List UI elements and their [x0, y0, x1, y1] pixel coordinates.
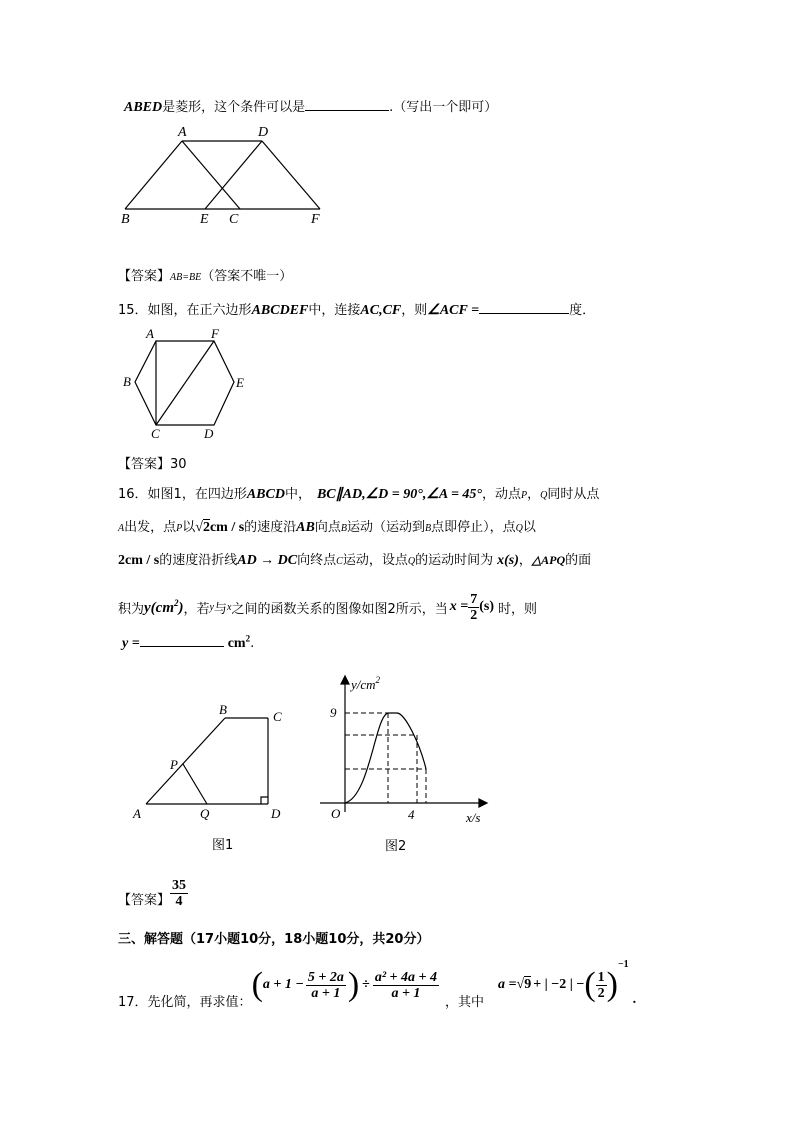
- fig2-x-axis-label: x/s: [466, 810, 481, 825]
- q16-text: 运动（运动到: [346, 520, 425, 535]
- q15-text-4: 度．: [569, 303, 596, 318]
- fraction-denominator: a + 1: [391, 985, 421, 1001]
- q16-unit-exp: 2: [245, 633, 251, 644]
- q16-answer-blank[interactable]: [140, 646, 224, 647]
- q15-number: 15．: [118, 303, 148, 318]
- section-3-title: 三、解答题（17小题10分，18小题10分，共20分）: [118, 932, 430, 947]
- q17-text-2: ，其中: [445, 994, 485, 1010]
- q15-label-E: E: [236, 375, 244, 390]
- q17-exponent: −1: [617, 959, 629, 970]
- q17-half-left-paren: (: [584, 966, 596, 1003]
- q16-text: .: [250, 636, 255, 651]
- q14-shape: ABED: [124, 100, 163, 115]
- q16-unit-text: cm: [227, 636, 246, 651]
- q16-area: [144, 598, 183, 617]
- q16-point: B: [340, 523, 347, 534]
- q17-rest: + | −2 | −: [533, 977, 585, 992]
- q14-text: 是菱形，这个条件可以是: [162, 100, 306, 115]
- q16-text: 之间的函数关系的图像如图2所示，当: [231, 601, 448, 617]
- q17-fraction-1: [306, 970, 346, 1001]
- q16-point: C: [336, 556, 343, 567]
- q16-text: 出发，点: [124, 520, 177, 535]
- fraction-numerator: 1: [597, 969, 605, 985]
- q16-x-fraction: [468, 592, 479, 623]
- fraction-numerator: 35: [172, 878, 187, 893]
- q16-text: 点即停止），点: [431, 520, 516, 535]
- q16-x-unit: (s): [479, 599, 494, 614]
- fig1-caption: 图1: [212, 838, 234, 853]
- q15-label-C: C: [151, 426, 160, 441]
- fig2-origin: O: [331, 806, 341, 821]
- fraction-denominator: 4: [175, 894, 183, 909]
- q14-label-C: C: [229, 212, 239, 227]
- q15-answer: [118, 453, 187, 472]
- q15-label-B: B: [123, 374, 131, 389]
- q15-lines: AC,CF: [360, 303, 402, 318]
- q17-end: .: [632, 992, 637, 1007]
- fraction-numerator: a² + 4a + 4: [374, 969, 438, 985]
- q16-figure-2: [315, 672, 495, 857]
- q16-text: 以: [182, 520, 196, 535]
- fig2-y-axis-text: y/cm: [351, 677, 376, 692]
- q16-text: ，动点: [482, 487, 522, 502]
- q16-point: P: [176, 523, 183, 534]
- q14-label-B: B: [121, 212, 130, 227]
- answer-tag: 【答案】: [118, 893, 171, 908]
- q16-text: 积为: [118, 601, 145, 617]
- q16-area-close: ): [178, 599, 184, 616]
- q15-statement: [118, 299, 595, 319]
- answer-tag: 【答案】: [118, 457, 171, 472]
- q17-right-paren: ): [347, 966, 360, 1003]
- q17-statement: [118, 955, 636, 1015]
- q16-time: x(s): [497, 553, 519, 568]
- q17-term: a + 1 −: [262, 977, 304, 992]
- q16-line-5: [122, 632, 254, 652]
- q14-label-D: D: [258, 125, 269, 140]
- fraction-denominator: a + 1: [311, 985, 341, 1001]
- q16-text: 向终点: [297, 553, 337, 568]
- q14-answer-blank[interactable]: [305, 110, 389, 111]
- fraction-numerator: 5 + 2a: [307, 969, 344, 985]
- q15-hexagon-figure: [118, 326, 258, 444]
- fraction-numerator: 7: [470, 591, 478, 607]
- q16-x-eq: x =: [449, 599, 469, 614]
- q17-divide: ÷: [362, 977, 370, 992]
- q15-label-F: F: [211, 326, 219, 341]
- q17-a-eq: a =: [498, 977, 517, 992]
- fig2-y-axis-label: [349, 675, 381, 692]
- q16-line-2: [118, 516, 536, 536]
- q16-text: 时，则: [497, 601, 537, 617]
- q16-text: 如图1，在四边形: [147, 487, 247, 502]
- q14-answer: [118, 265, 292, 284]
- q17-half-right-paren: ): [606, 966, 618, 1003]
- q14-figure: [115, 122, 345, 232]
- q16-text: ，: [518, 553, 532, 568]
- q16-text: 中，: [284, 487, 311, 502]
- q16-text: 的速度沿折线: [159, 553, 238, 568]
- fraction-denominator: 2: [470, 607, 478, 623]
- q16-segment: AB: [296, 520, 315, 535]
- q16-speed-1-unit: cm / s: [209, 520, 245, 535]
- q17-sqrt-radicand: 9: [524, 977, 532, 992]
- q16-path: AD → DC: [237, 553, 298, 568]
- q17-half: [596, 970, 607, 1001]
- q16-point: Q: [515, 523, 523, 534]
- q14-label-F: F: [311, 212, 320, 227]
- q16-text: 以: [522, 520, 536, 535]
- fig1-label-P: P: [170, 757, 178, 772]
- q14-label-A: A: [178, 125, 187, 140]
- q16-area-unit: y(cm: [144, 599, 174, 616]
- fig1-label-A: A: [133, 806, 141, 821]
- q16-text: 与: [213, 601, 227, 617]
- q15-label-A: A: [146, 326, 154, 341]
- fig1-label-C: C: [273, 709, 282, 724]
- q16-var: y: [209, 601, 214, 613]
- q16-condition: BC∥AD,∠D = 90°,∠A = 45°: [316, 487, 483, 502]
- q16-text: ，若: [183, 601, 210, 617]
- q14-end: .（写出一个即可）: [389, 100, 498, 115]
- q17-sqrt: √9: [516, 977, 532, 992]
- q16-text: 的运动时间为: [415, 553, 494, 568]
- q16-y-eq: y =: [122, 636, 140, 651]
- q15-hexagon: ABCDEF: [251, 303, 309, 318]
- q16-point: Q: [407, 556, 416, 567]
- fig1-label-Q: Q: [200, 806, 210, 821]
- q16-var: x: [226, 601, 232, 613]
- q14-answer-note: （答案不唯一）: [201, 269, 293, 284]
- q16-line-4: [118, 587, 537, 627]
- q17-left-paren: (: [251, 966, 263, 1003]
- fig2-tick-9: 9: [330, 705, 337, 720]
- q16-speed-1-radicand: 2: [202, 520, 210, 535]
- q16-point: Q: [540, 490, 548, 501]
- fig2-y-axis-exp: 2: [375, 675, 381, 685]
- q16-point: P: [521, 490, 528, 501]
- q16-answer: [118, 878, 188, 909]
- fig2-caption: 图2: [385, 839, 407, 854]
- answer-tag: 【答案】: [118, 269, 171, 284]
- q16-line-1: [118, 483, 599, 503]
- q17-text-1: 先化简，再求值：: [147, 994, 252, 1010]
- q16-text: ，: [527, 487, 541, 502]
- q16-number: 16．: [118, 487, 148, 502]
- fraction-denominator: 2: [597, 985, 605, 1001]
- q16-text: 的面: [565, 553, 592, 568]
- q16-area-exp: 2: [174, 597, 179, 608]
- q15-answer-blank[interactable]: [479, 313, 569, 314]
- q16-figure-1: [130, 703, 300, 853]
- q16-unit: [227, 633, 251, 651]
- q17-number: 17．: [118, 994, 148, 1010]
- q15-angle: ∠ACF =: [427, 303, 480, 318]
- q16-point: A: [118, 523, 125, 534]
- q16-text: 同时从点: [547, 487, 600, 502]
- fig1-label-D: D: [271, 806, 281, 821]
- q14-statement: [124, 96, 497, 116]
- fig1-label-B: B: [219, 702, 227, 717]
- q16-line-3: [118, 549, 591, 569]
- q15-answer-value: 30: [170, 457, 187, 472]
- q16-text: 运动，设点: [342, 553, 408, 568]
- q17-fraction-2: [373, 970, 439, 1001]
- q16-speed-2: 2cm / s: [118, 553, 160, 568]
- q16-quad: ABCD: [246, 487, 285, 502]
- q15-text-1: 如图，在正六边形: [147, 303, 252, 318]
- q16-answer-fraction: [170, 878, 188, 909]
- q16-triangle: △APQ: [531, 553, 566, 567]
- q15-text-3: ，则: [401, 303, 428, 318]
- q16-speed-1: √2cm / s: [195, 520, 245, 535]
- q15-text-2: 中，连接: [308, 303, 361, 318]
- q16-text: 向点: [314, 520, 341, 535]
- fig2-tick-4: 4: [408, 807, 415, 822]
- q14-answer-value: AB=BE: [170, 272, 202, 283]
- q16-text: 的速度沿: [244, 520, 297, 535]
- q16-point: B: [425, 523, 432, 534]
- q14-label-E: E: [200, 212, 209, 227]
- q15-label-D: D: [204, 426, 214, 441]
